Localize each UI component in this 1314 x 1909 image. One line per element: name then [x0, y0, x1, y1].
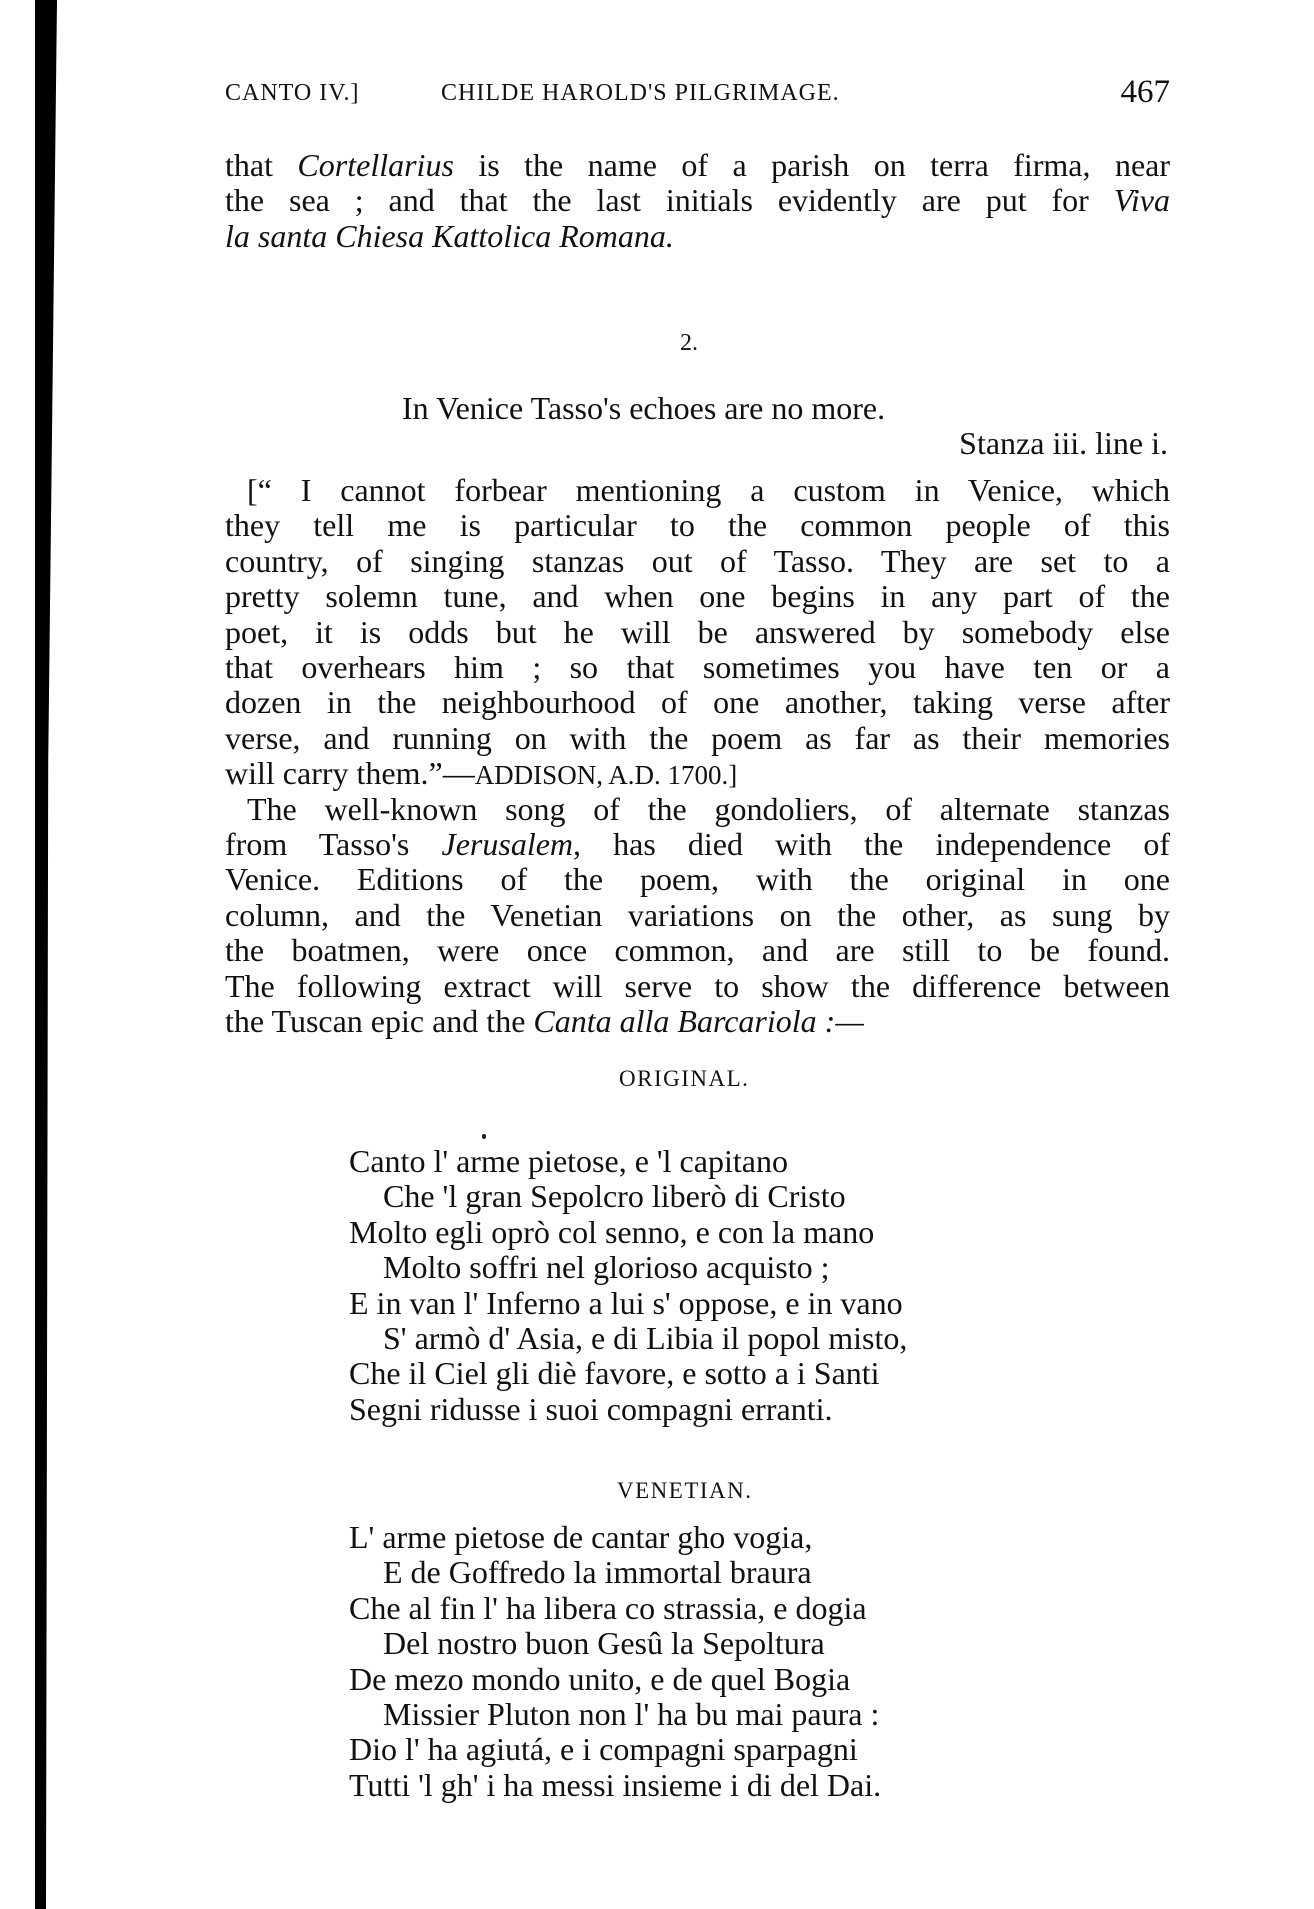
text-segment: is the name of a parish on terra firma, near	[453, 147, 1171, 183]
text-segment: pretty solemn tune, and when one begins in any part of the	[225, 578, 1170, 615]
header-canto: CANTO IV.]	[225, 80, 360, 106]
italic-text: Canta alla Barcariola :—	[533, 1002, 864, 1039]
paragraph-gondoliers	[225, 792, 1170, 1040]
text-line	[225, 898, 1170, 933]
verse-line: Molto egli oprò col senno, e con la mano	[349, 1213, 875, 1250]
header-title: CHILDE HAROLD'S PILGRIMAGE.	[441, 80, 840, 106]
text-line	[225, 148, 1170, 183]
verse-line: S' armò d' Asia, e di Libia il popol misto,	[383, 1319, 908, 1356]
verse-line: Molto soffri nel glorioso acquisto ;	[383, 1249, 830, 1286]
text-segment: verse, and running on with the poem as far as their memories	[225, 719, 1170, 756]
text-segment: they tell me is particular to the common people of this	[225, 507, 1170, 544]
text-line	[225, 969, 1170, 1004]
page-number: 467	[1120, 74, 1170, 110]
note-number: 2.	[680, 330, 698, 356]
verse-line: Che al fin l' ha libera co strassia, e dogia	[349, 1589, 867, 1626]
text-line	[225, 685, 1170, 720]
text-segment: dozen in the neighbourhood of one another, taking verse after	[225, 684, 1170, 721]
text-line	[225, 615, 1170, 650]
text-segment: the sea ; and that the last initials evidently are put for	[225, 182, 1114, 219]
text-segment: the Tuscan epic and the	[225, 1002, 534, 1039]
italic-text: Jerusalem	[441, 825, 574, 862]
original-heading: ORIGINAL.	[619, 1066, 750, 1091]
verse-line: Che il Ciel gli diè favore, e sotto a i Santi	[349, 1355, 880, 1392]
book-spine-edge	[35, 0, 57, 1909]
verse-line: Segni ridusse i suoi compagni erranti.	[349, 1390, 833, 1427]
paragraph-addison-quote	[225, 473, 1170, 792]
original-verse	[349, 1144, 907, 1427]
text-line	[225, 473, 1170, 508]
text-line	[225, 756, 1170, 791]
text-line	[225, 792, 1170, 827]
venetian-verse	[349, 1520, 881, 1803]
text-line	[225, 508, 1170, 543]
text-segment: , has died with the independence of	[573, 825, 1171, 862]
running-header	[225, 74, 1170, 110]
text-line	[225, 579, 1170, 614]
italic-text: Viva	[1113, 182, 1170, 219]
verse-line: Del nostro buon Gesû la Sepoltura	[383, 1625, 825, 1662]
text-segment: the boatmen, were once common, and are still to be found.	[225, 932, 1170, 969]
italic-text: Cortellarius	[297, 147, 454, 183]
text-segment: from Tasso's	[225, 825, 442, 862]
verse-line: Canto l' arme pietose, e 'l capitano	[349, 1143, 788, 1179]
text-segment: will carry them.”—	[225, 755, 475, 792]
text-segment: column, and the Venetian variations on the other, as sung by	[225, 896, 1170, 933]
text-segment: ADDISON, A.D. 1700.]	[474, 760, 738, 791]
text-segment: Venice. Editions of the poem, with the original in one	[225, 861, 1170, 898]
verse-line: Dio l' ha agiutá, e i compagni sparpagni	[349, 1731, 858, 1768]
text-line	[225, 544, 1170, 579]
verse-line: L' arme pietose de cantar gho vogia,	[349, 1519, 813, 1555]
text-line	[225, 933, 1170, 968]
text-segment: [“ I cannot forbear mentioning a custom in Venice, which	[247, 472, 1170, 508]
text-segment: The well-known song of the gondoliers, of alternate stanzas	[247, 790, 1170, 827]
text-segment: that	[225, 147, 298, 183]
venetian-heading: VENETIAN.	[617, 1478, 753, 1503]
stanza-reference: Stanza iii. line i.	[959, 425, 1168, 461]
paragraph-continuation	[225, 148, 1170, 254]
text-line	[225, 721, 1170, 756]
text-segment: that overhears him ; so that sometimes you have ten or a	[225, 648, 1170, 685]
verse-line: Tutti 'l gh' i ha messi insieme i di del Dai.	[349, 1766, 882, 1803]
verse-line: De mezo mondo unito, e de quel Bogia	[349, 1660, 851, 1697]
text-segment: poet, it is odds but he will be answered by somebody else	[225, 613, 1170, 650]
italic-text: la santa Chiesa Kattolica Romana.	[225, 217, 674, 254]
text-line	[225, 827, 1170, 862]
text-segment: country, of singing stanzas out of Tasso. They are set to a	[225, 542, 1170, 579]
quoted-line: In Venice Tasso's echoes are no more.	[402, 390, 886, 426]
text-segment: The following extract will serve to show the difference between	[225, 967, 1170, 1004]
text-line	[225, 183, 1170, 218]
verse-line: E in van l' Inferno a lui s' oppose, e in vano	[349, 1284, 903, 1321]
text-line	[225, 650, 1170, 685]
ink-speck	[482, 1134, 486, 1139]
text-line	[225, 862, 1170, 897]
text-line	[225, 1004, 1170, 1039]
verse-line: Missier Pluton non l' ha bu mai paura :	[383, 1695, 880, 1732]
text-line	[225, 219, 1170, 254]
verse-line: E de Goffredo la immortal braura	[383, 1554, 812, 1591]
verse-line: Che 'l gran Sepolcro liberò di Cristo	[383, 1178, 846, 1215]
